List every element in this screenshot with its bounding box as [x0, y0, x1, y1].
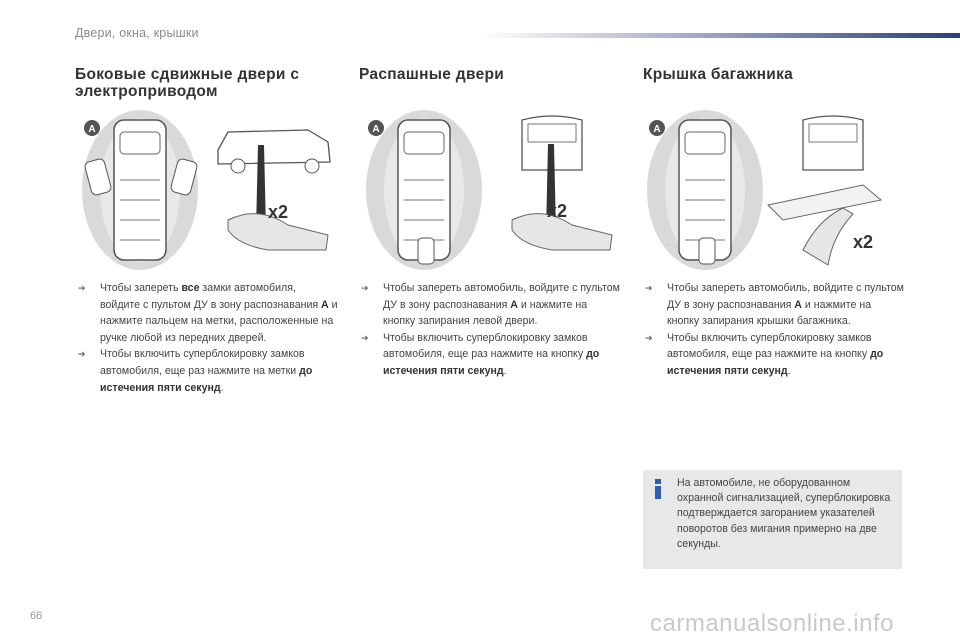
column-1-text: [76, 280, 338, 396]
press-twice-label: x2: [268, 202, 289, 222]
swing-doors-diagram: [362, 110, 622, 275]
bullet: ➔ Чтобы запереть автомобиль, войдите с пультом ДУ в зону распознавания A и нажмите на кнопку запирания крышки багажника.: [645, 282, 904, 328]
header-rule: [480, 33, 960, 38]
bullet: ➔ Чтобы включить суперблокировку замков автомобиля, еще раз нажмите на кнопку до истечения пяти секунд.: [645, 331, 884, 377]
column-2-text: [359, 280, 621, 380]
info-text: На автомобиле, не оборудованном охранной сигнализацией, суперблокировка подтверждается загоранием указателей поворотов без мигания примерно на две секунды.: [677, 477, 891, 550]
hand-icon: [803, 208, 853, 265]
column-3-text: [643, 280, 905, 380]
zone-marker-label: A: [372, 124, 380, 135]
title-line-2: электроприводом: [75, 83, 218, 100]
tailgate-handle: [768, 185, 881, 220]
bullet-arrow-icon: ➔: [361, 283, 369, 293]
column-title: Крышка багажника: [643, 66, 794, 83]
title-line-1: Боковые сдвижные двери с: [75, 66, 300, 83]
column-title: Распашные двери: [359, 66, 505, 83]
press-twice-label: x2: [853, 232, 874, 252]
zone-marker-label: A: [653, 124, 661, 135]
page-number: 66: [30, 610, 43, 622]
zone-marker-label: A: [88, 124, 96, 135]
bullet-arrow-icon: ➔: [78, 283, 86, 293]
illustration-swing-doors: [362, 110, 622, 275]
watermark: carmanualsonline.info: [650, 610, 894, 637]
car-top-view: [114, 120, 166, 260]
bullet: ➔ Чтобы запереть все замки автомобиля, войдите с пультом ДУ в зону распознавания A и нажмите пальцем на метки, расположенные на ручке любой из передних дверей.: [78, 282, 338, 344]
info-icon: [655, 479, 661, 499]
press-twice-label: x2: [547, 201, 568, 221]
column-tailgate: [643, 66, 913, 83]
illustration-tailgate: [643, 110, 903, 275]
remote-key-icon: [418, 238, 434, 264]
bullet-arrow-icon: ➔: [645, 332, 653, 343]
bullet: ➔ Чтобы включить суперблокировку замков автомобиля, еще раз нажмите на метки до истечения пяти секунд.: [78, 348, 313, 394]
info-box: [643, 470, 902, 569]
column-sliding-doors: [75, 66, 345, 100]
bullet-arrow-icon: ➔: [645, 283, 653, 293]
bullet-arrow-icon: ➔: [78, 349, 86, 360]
section-header: Двери, окна, крышки: [75, 26, 199, 40]
column-swing-doors: [359, 66, 629, 83]
bullet: ➔ Чтобы запереть автомобиль, войдите с пультом ДУ в зону распознавания A и нажмите на кнопку запирания левой двери.: [361, 282, 620, 328]
illustration-sliding-doors: [78, 110, 338, 275]
remote-key-icon: [699, 238, 715, 264]
bullet-arrow-icon: ➔: [361, 332, 369, 343]
sliding-doors-diagram: [78, 110, 338, 275]
tailgate-diagram: [643, 110, 903, 275]
column-title: [75, 66, 345, 100]
bullet: ➔ Чтобы включить суперблокировку замков автомобиля, еще раз нажмите на кнопку до истечения пяти секунд.: [361, 331, 600, 377]
